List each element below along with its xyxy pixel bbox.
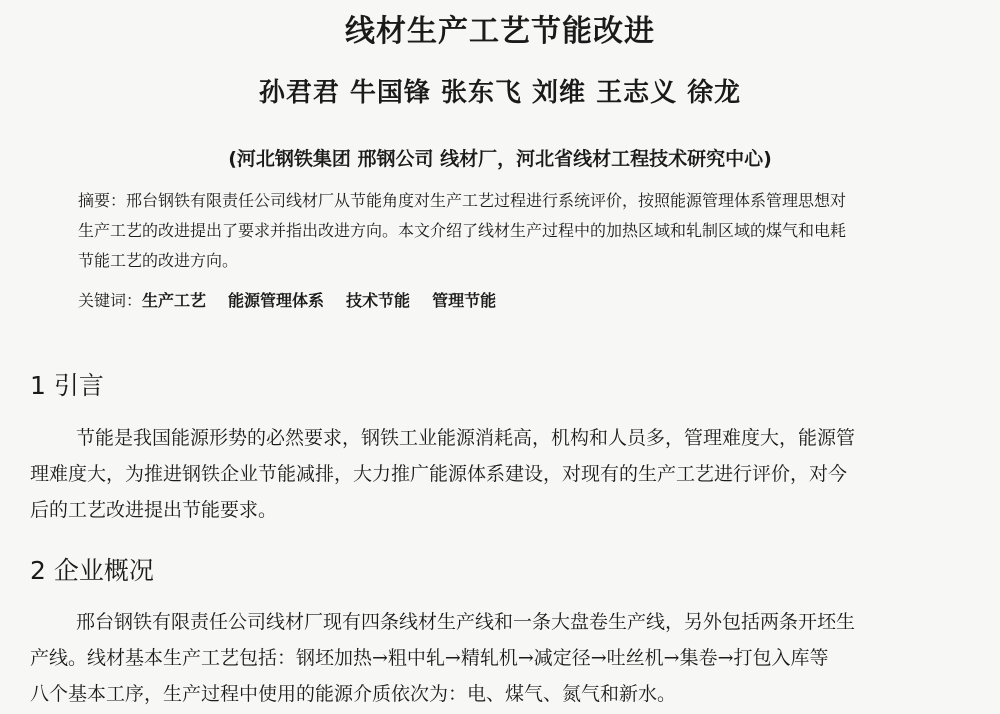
section-heading-overview: 2 企业概况 [30, 556, 154, 585]
section-body-intro [30, 420, 988, 528]
section-body-overview [30, 604, 988, 712]
keyword: 生产工艺 [142, 291, 207, 310]
section-heading-intro: 1 引言 [30, 371, 104, 400]
body-line: 后的工艺改进提出节能要求。 [30, 499, 278, 521]
author-list: 孙君君 牛国锋 张东飞 刘维 王志义 徐龙 [258, 78, 742, 108]
paper-title: 线材生产工艺节能改进 [345, 14, 655, 49]
keywords-label: 关键词： [78, 291, 143, 310]
keyword: 管理节能 [432, 291, 497, 310]
abstract-label: 摘要： [78, 191, 127, 210]
abstract-line-1 [78, 186, 988, 216]
body-line: 邢台钢铁有限责任公司线材厂现有四条线材生产线和一条大盘卷生产线，另外包括两条开坯生 [76, 611, 856, 633]
keywords [78, 288, 988, 311]
abstract [78, 186, 988, 276]
abstract-text: 邢台钢铁有限责任公司线材厂从节能角度对生产工艺过程进行系统评价，按照能源管理体系管理思想对 [126, 191, 847, 210]
keyword: 能源管理体系 [228, 291, 325, 310]
affiliation: (河北钢铁集团 邢钢公司 线材厂，河北省线材工程技术研究中心) [228, 148, 772, 170]
body-line: 产线。线材基本生产工艺包括：钢坯加热→粗中轧→精轧机→减定径→吐丝机→集卷→打包入库等 [30, 647, 829, 669]
abstract-line-2: 生产工艺的改进提出了要求并指出改进方向。本文介绍了线材生产过程中的加热区域和轧制区域的煤气和电耗 [78, 221, 847, 240]
body-line: 理难度大，为推进钢铁企业节能减排，大力推广能源体系建设，对现有的生产工艺进行评价，对今 [30, 463, 848, 485]
abstract-line-3: 节能工艺的改进方向。 [78, 251, 239, 270]
keyword: 技术节能 [346, 291, 411, 310]
body-line: 节能是我国能源形势的必然要求，钢铁工业能源消耗高，机构和人员多，管理难度大，能源管 [76, 427, 856, 449]
body-line: 八个基本工序，生产过程中使用的能源介质依次为：电、煤气、氮气和新水。 [30, 683, 677, 705]
